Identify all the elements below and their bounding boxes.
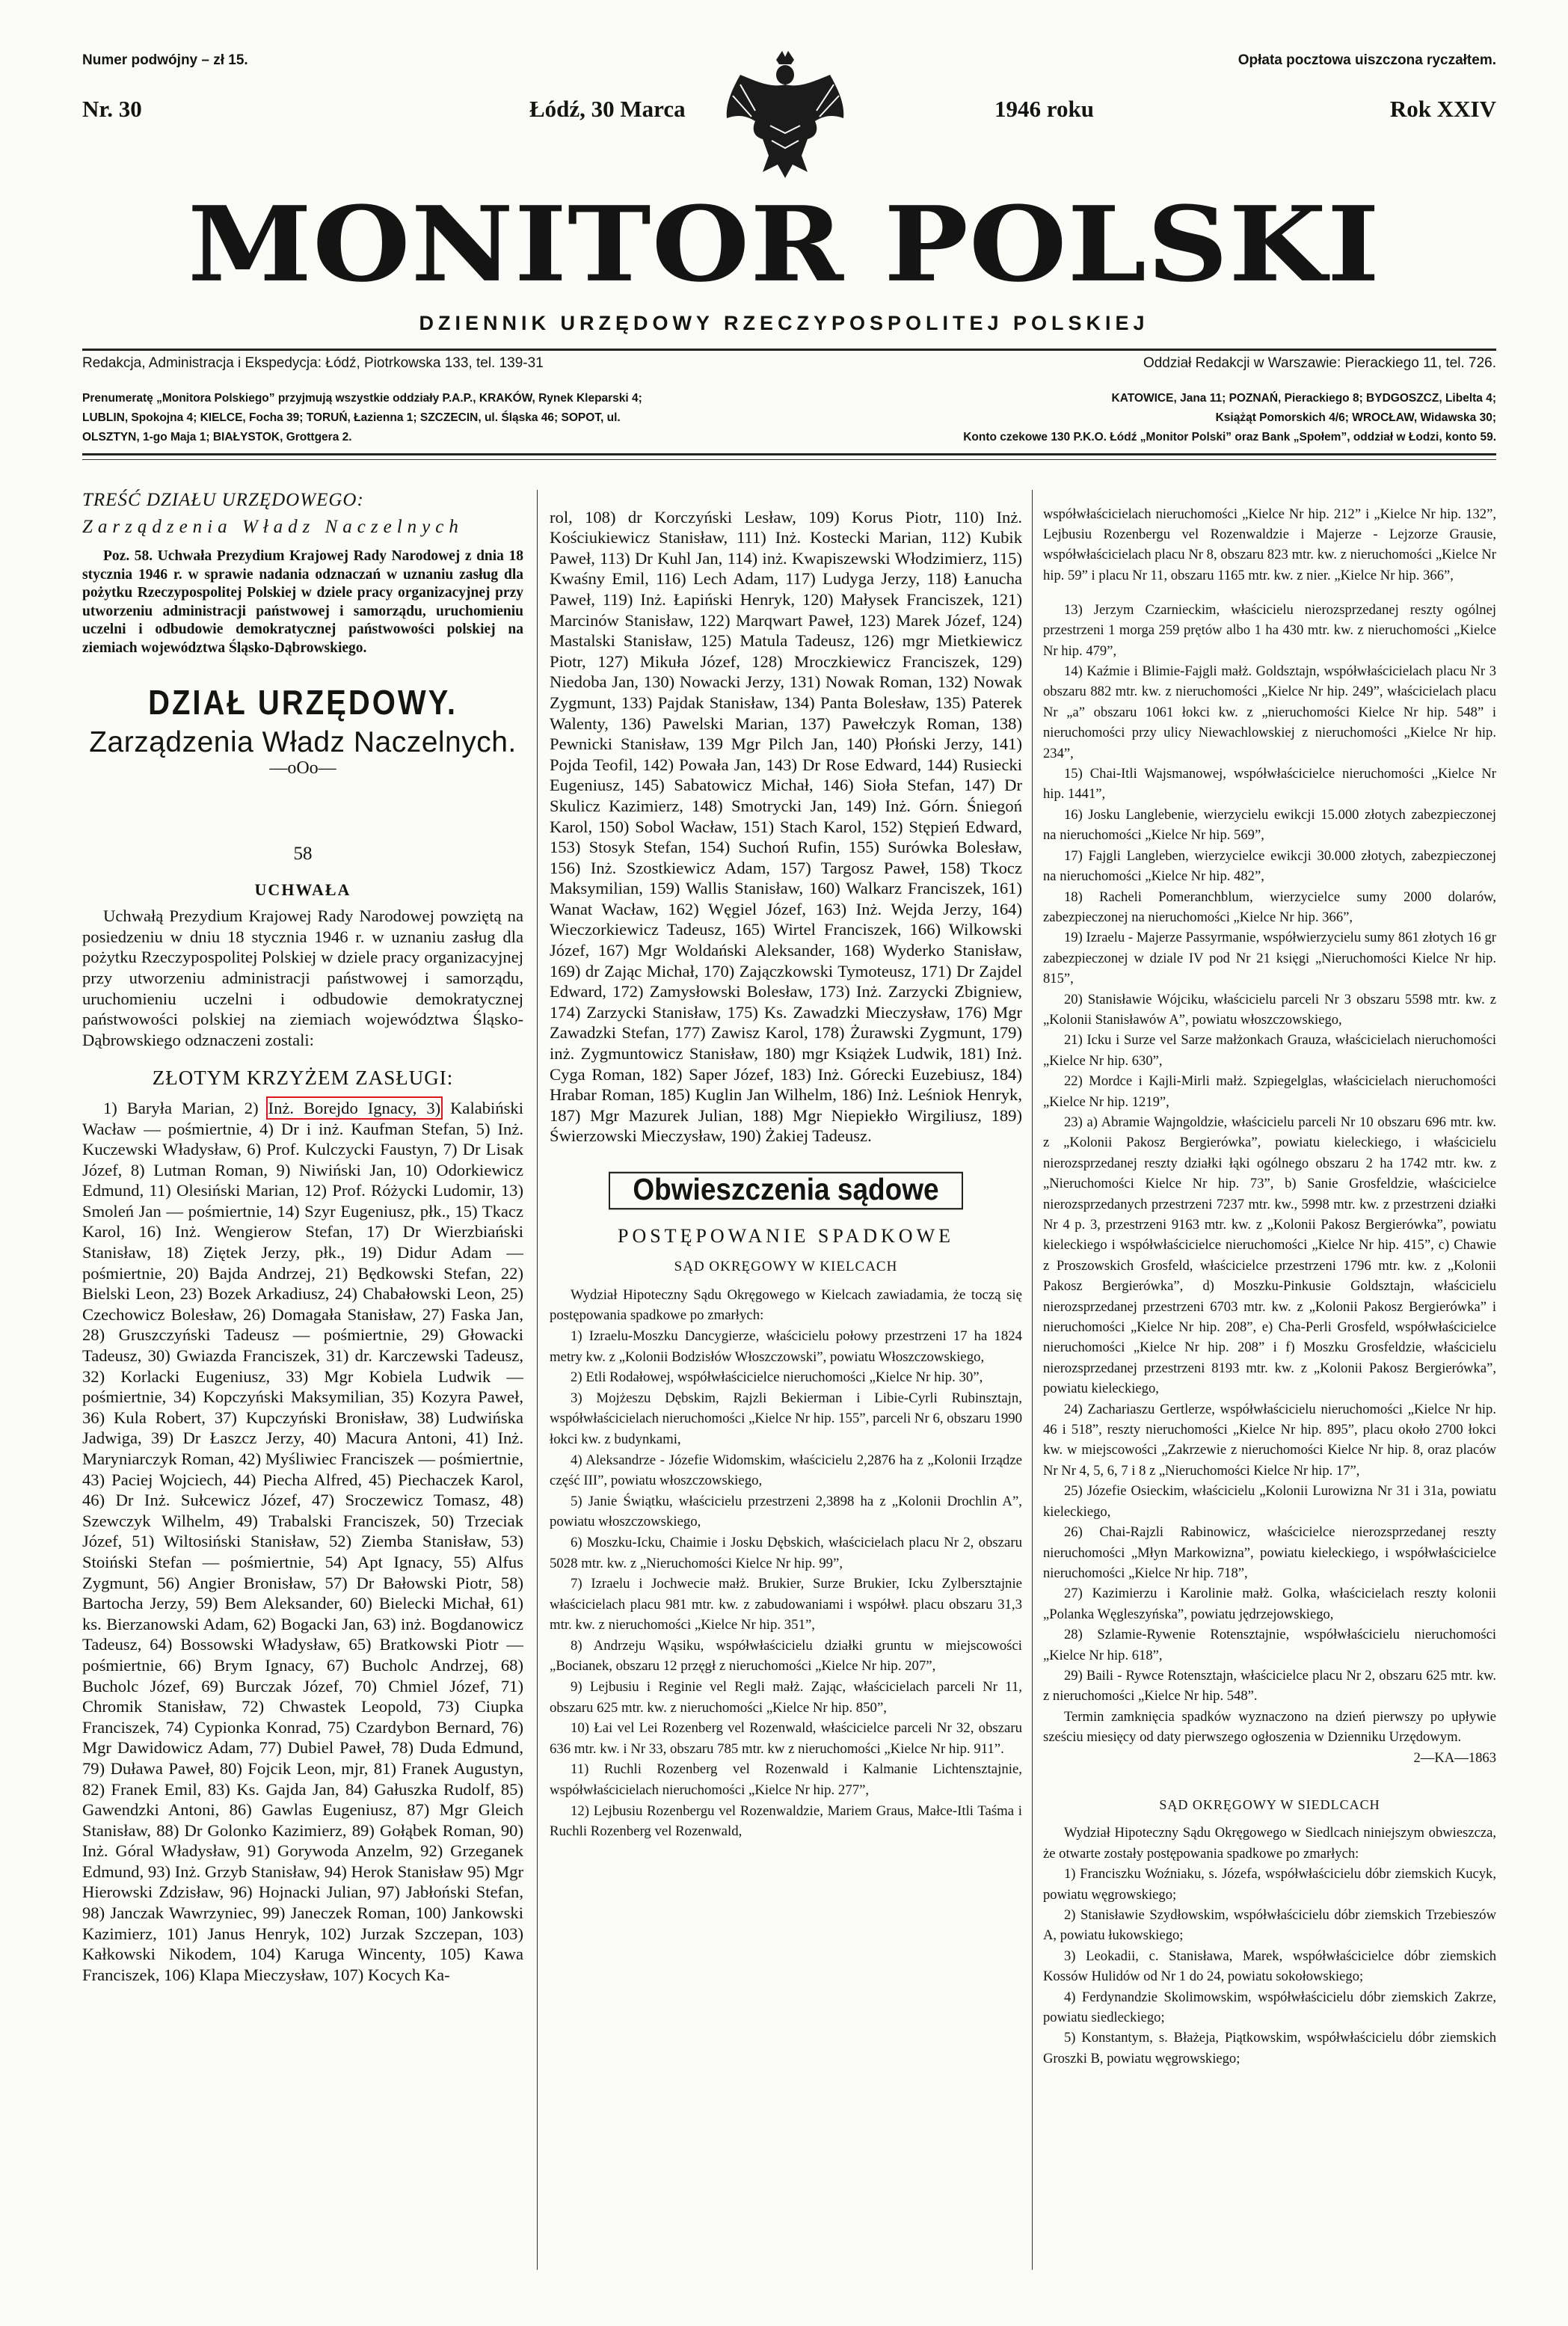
notice-item: 1) Izraelu-Moszku Dancygierze, właścicielu połowy przestrzeni 17 ha 1824 metry kw. z „Kolonii Bodzisłów Włoszczowski”, powiatu Włoszczowskiego, — [550, 1328, 1022, 1365]
position-number: 58 — [293, 843, 313, 864]
column-middle — [550, 490, 1022, 1842]
toc-subheading: Zarządzenia Władz Naczelnych — [82, 516, 464, 537]
notice-item: 2) Stanisławie Szydłowskim, współwłaścicielu dóbr ziemskich Trzebieszów A, powiatu łukowskiego; — [1043, 1907, 1496, 1944]
notice-item: 25) Józefie Osieckim, właścicielu „Kolonii Lurowizna Nr 31 i 31a, powiatu kieleckiego, — [1043, 1483, 1496, 1520]
newspaper-title: MONITOR POLSKI — [188, 184, 1380, 305]
court-notices-title: Obwieszczenia sądowe — [609, 1172, 963, 1209]
notice-item: 24) Zachariaszu Gertlerze, współwłaścicielu nieruchomości „Kielce Nr hip. 46 i 518”, reszty nieruchomości „Kielce Nr hip. 895”, placu około 2700 łokci kw. w miejscowości „Zakrzewie z nieruchomości Kielce Nr hip. 8, oraz placów Nr Nr 4, 5, 6, 7 i 8 z „Nieruchomości Kielce Nr hip. 17”, — [1043, 1401, 1496, 1479]
inheritance-heading: POSTĘPOWANIE SPADKOWE — [617, 1224, 954, 1247]
notice-item: 19) Izraelu - Majerze Passyrmanie, współwierzycielu sumy 861 złotych 16 gr zabezpieczonej w dziale IV pod Nr 21 księgi „Nieruchomości Kielce Nr hip. 815”, — [1043, 930, 1496, 987]
column-right — [1043, 490, 1496, 2069]
notice-item: 23) a) Abramie Wajngoldzie, właścicielu parceli Nr 10 obszaru 696 mtr. kw. z „Kolonii Pakosz Bergierówka”, powiatu kieleckiego, i właścicielu nierozsprzedanej reszty działki łąki ogólnego obszaru 2 ha 1742 mtr. kw. z „Nieruchomości Kielce Nr hip. 73”, b) Sanie Grosfeldzie, właścicielce nierozsprzedanych przestrzeni 7237 mtr. kw., 5998 mtr. kw. z przestrzeni działki Nr 4 p. 3, przestrzeni 9163 mtr. kw. z „Kolonii Pakosz Bergierówka”, powiatu kieleckiego i współwłaścicielce nieruchomości „Kielce Nr hip. 415”, c) Chawie z Proszowskich Grosfeld, właścicielce przestrzeni 1796 mtr. kw. z „Kolonii Pakosz Bergierówka”, d) Moszku-Pinkusie Goldsztajn, właścicielu nierozsprzedanej przestrzeni 6703 mtr. kw. z „Kolonii Pakosz Bergierówka” i nieruchomości „Kielce Nr hip. 208”, e) Cha-Perli Grosfeld, współwłaścicielce nieruchomości „Kielce Nr hip. 208” i f) Moszku Grosfeldzie, właścicielu nierozsprzedanej przestrzeni 8193 mtr. kw. z „Kolonii Pakosz Bergierówka”, powiatu kieleckiego, — [1043, 1114, 1496, 1397]
issue-note: Numer podwójny – zł 15. — [82, 52, 248, 68]
notice-item: 28) Szlamie-Rywenie Rotensztajnie, współwłaścicielu nieruchomości „Kielce Nr hip. 618”, — [1043, 1627, 1496, 1663]
notice-item: 21) Icku i Surze vel Sarze małżonkach Grauza, właścicielach nieruchomości „Kielce Nr hip. 630”, — [1043, 1032, 1496, 1069]
cross-heading: ZŁOTYM KRZYŻEM ZASŁUGI: — [152, 1067, 454, 1090]
court-name: SĄD OKRĘGOWY W SIEDLCACH — [1159, 1796, 1380, 1812]
notice-item: 6) Moszku-Icku, Chaimie i Josku Dębskich, właścicielach placu Nr 2, obszaru 5028 mtr. kw. z „Nieruchomości Kielce Nr hip. 99”, — [550, 1534, 1022, 1571]
header-rule-thin — [82, 459, 1496, 460]
subscription-row: Prenumeratę „Monitora Polskiego” przyjmują wszystkie oddziały P.A.P., KRAKÓW, Rynek Kleparski 4; KATOWICE, Jana 11; POZNAŃ, Pierackiego 8; BYDGOSZCZ, Libelta 4; — [82, 392, 1496, 405]
masthead-rule — [82, 349, 1496, 351]
notice-item: 9) Lejbusiu i Reginie vel Regli małż. Zając, właścicielach parceli Nr 11, obszaru 625 mtr. kw. z nieruchomości „Kielce Nr hip. 850”, — [550, 1679, 1022, 1716]
awardee-list — [82, 1098, 523, 1986]
awardee-list-continued: rol, 108) dr Korczyński Lesław, 109) Korus Piotr, 110) Inż. Kościukiewicz Stanisław, 111) Inż. Kostecki Marian, 112) Kubik Paweł, 113) Dr Kuhl Jan, 114) inż. Kwapiszewski Włodzimierz, 115) Kwaśny Emil, 116) Lech Adam, 117) Ludyga Jerzy, 118) Łanucha Paweł, 119) Inż. Łapiński Henryk, 120) Małysek Franciszek, 121) Marcinów Stanisław, 122) Marqwart Paweł, 123) Marek Józef, 124) Mastalski Stanisław, 125) Matula Tadeusz, 126) mgr Mietkiewicz Piotr, 127) Mikuła Józef, 128) Mroczkiewicz Franciszek, 129) Niedoba Jan, 130) Nowacki Jerzy, 131) Nowak Roman, 132) Nowak Zygmunt, 133) Pajdak Stanisław, 134) Panta Bolesław, 135) Paterek Walenty, 136) Pawelski Marian, 137) Pawełczyk Roman, 138) Pewnicki Stanisław, 139 Mgr Pilch Jan, 140) Płoński Jerzy, 141) Pojda Teofil, 142) Powała Jan, 143) Dr Rose Edward, 144) Rusiecki Eugeniusz, 145) Sabatowicz Michał, 146) Sioła Stefan, 147) Dr Skulicz Kazimierz, 148) Smotrycki Jan, 149) Inż. Górn. Śniegoń Karol, 150) Sobol Wacław, 151) Stach Karol, 152) Stępień Edward, 153) Stosyk Stefan, 154) Suchoń Rufin, 155) Surówka Bolesław, 156) Inż. Szostkiewicz Adam, 157) Targosz Paweł, 158) Tkocz Maksymilian, 159) Wallis Stanisław, 160) Walkarz Franciszek, 161) Wanat Wacław, 162) Węgiel Józef, 163) Inż. Wejda Jerzy, 164) Wieczorkiewicz Tadeusz, 165) Wirtel Franciszek, 166) Wilkowski Józef, 167) Mgr Woldański Aleksander, 168) Wyderko Stanisław, 169) dr Zając Michał, 170) Zajączkowski Tymoteusz, 171) Dr Zajdel Edward, 172) Zamysłowski Bolesław, 173) Inż. Zarzycki Zbigniew, 174) Zarzycki Stanisław, 175) Ks. Zawadzki Mieczysław, 176) Mgr Zawadzki Stefan, 177) Zawisz Karol, 178) Żurawski Zygmunt, 179) inż. Zygmuntowicz Stanisław, 180) mgr Książek Ludwik, 181) Inż. Cyga Roman, 182) Saper Józef, 183) Inż. Górecki Euzebiusz, 184) Hrabar Roman, 185) Kuglin Jan Wilhelm, 186) Inż. Leśniok Henryk, 187) Mgr Mazurek Julian, 188) Mgr Niepiekło Wirgiliusz, 189) Świerzowski Mieczysław, 190) Żakiej Tadeusz. — [550, 507, 1022, 1146]
section-title: DZIAŁ URZĘDOWY. — [148, 684, 458, 722]
notice-item: 22) Mordce i Kajli-Mirli małż. Szpiegelglas, właścicielach nieruchomości „Kielce Nr hip. 1219”, — [1043, 1073, 1496, 1110]
notice-item: 15) Chai-Itli Wajsmanowej, współwłaścicielce nieruchomości „Kielce Nr hip. 1441”, — [1043, 766, 1496, 803]
subscription-row: LUBLIN, Spokojna 4; KIELCE, Focha 39; TORUŃ, Łazienna 1; SZCZECIN, ul. Śląska 46; SOPOT, ul. Książąt Pomorskich 4/6; WROCŁAW, Widawska 30; — [82, 411, 1496, 424]
notice-item: 26) Chai-Rajzli Rabinowicz, właścicielce nierozsprzedanej reszty nieruchomości „Młyn Markowizna”, powiatu kieleckiego, i współwłaścicielce nieruchomości „Kielce Nr hip. 718”, — [1043, 1524, 1496, 1581]
notice-item: 2) Etli Rodałowej, współwłaścicielce nieruchomości „Kielce Nr hip. 30”, — [571, 1369, 983, 1386]
subscription-info — [82, 389, 1496, 447]
column-divider — [537, 490, 538, 2270]
notice-item: 16) Josku Langlebenie, wierzycielu ewikcji 15.000 złotych zabezpieczonej na nieruchomości „Kielce Nr hip. 569”, — [1043, 806, 1496, 844]
notice-item: 14) Kaźmie i Blimie-Fajgli małż. Goldsztajn, współwłaścicielach placu Nr 3 obszaru 882 mtr. kw. z nieruchomości „Kielce Nr hip. 249”, właścicielach placu Nr „a” obszaru 1061 łokci kw. z „nieruchomości Kielce Nr hip. 548” i nieruchomości przy ulicy Niewachlowskiej z nieruchomości „Kielce Nr hip. 234”, — [1043, 663, 1496, 761]
notice-item: 11) Ruchli Rozenberg vel Rozenwald i Kalmanie Lichtensztajnie, współwłaścicielach nieruchomości „Kielce Nr hip. 277”, — [550, 1761, 1022, 1799]
column-divider — [1032, 490, 1033, 2270]
subscription-row: OLSZTYN, 1-go Maja 1; BIAŁYSTOK, Grottgera 2. Konto czekowe 130 P.K.O. Łódź „Monitor Polski” oraz Bank „Społem”, oddział w Łodzi, konto 59. — [82, 431, 1496, 444]
header-rule — [82, 453, 1496, 455]
notice-item: 3) Mojżeszu Dębskim, Rajzli Bekierman i Libie-Cyrli Rubinsztajn, współwłaścicielach nieruchomości „Kielce Nr hip. 155”, parceli Nr 6, obszaru 1990 łokci kw. z budynkami, — [550, 1390, 1022, 1447]
column-left — [82, 490, 523, 1985]
notice-item: 27) Kazimierzu i Karolinie małż. Golka, właścicielach reszty kolonii „Polanka Węgleszyńska”, powiatu jędrzejowskiego, — [1043, 1586, 1496, 1622]
eagle-emblem-icon — [710, 43, 860, 193]
resolution-text: Uchwałą Prezydium Krajowej Rady Narodowej powziętą na posiedzeniu w dniu 18 stycznia 1946 r. w uznaniu zasług dla pożytku Rzeczypospolitej Polskiej w dziele pracy organizacyjnej przy utworzeniu administracji państwowej i samorządu, uruchomieniu uczelni i odbudowie demokratycznej państwowości polskiej na ziemiach województwa Śląsko-Dąbrowskiego odznaczeni zostali: — [82, 906, 523, 1049]
volume: Rok XXIV — [1389, 96, 1496, 122]
editorial-right: Oddział Redakcji w Warszawie: Pierackiego 11, tel. 726. — [1143, 355, 1496, 371]
place-date: Łódź, 30 Marca — [529, 96, 686, 122]
toc-entry: Poz. 58. Uchwała Prezydium Krajowej Rady Narodowej z dnia 18 stycznia 1946 r. w sprawie nadania odznaczań w uznaniu zasług dla pożytku Rzeczypospolitej Polskiej w dziele pracy organizacyjnej przy utworzeniu administracji państwowej i samorządu, uruchomieniu uczelni i odbudowie demokratycznej państwowości polskiej na ziemiach województwa Śląsko-Dąbrowskiego. — [82, 548, 523, 656]
notice-item: 13) Jerzym Czarnieckim, właścicielu nierozsprzedanej reszty ogólnej przestrzeni 1 morga 259 prętów albo 1 ha 430 mtr. kw. z nieruchomości „Kielce Nr hip. 479”, — [1043, 601, 1496, 659]
court-intro: Wydział Hipoteczny Sądu Okręgowego w Kielcach zawiadamia, że toczą się postępowania spadkowe po zmarłych: — [550, 1286, 1022, 1324]
notice-item: 1) Franciszku Woźniaku, s. Józefa, współwłaścicielu dóbr ziemskich Kucyk, powiatu węgrowskiego; — [1043, 1866, 1496, 1903]
newspaper-subtitle: DZIENNIK URZĘDOWY RZECZYPOSPOLITEJ POLSKIEJ — [419, 312, 1149, 334]
notice-item: współwłaścicielach nieruchomości „Kielce Nr hip. 212” i „Kielce Nr hip. 132”, Lejbusiu Rozenbergu vel Rozenwaldzie i Majerze - Lejzorze Grausie, współwłaścicielach placu Nr 8, obszaru 823 mtr. kw. z nieruchomości „Kielce Nr hip. 59” i placu Nr 11, obszaru 1165 mtr. kw. z nier. „Kielce Nr hip. 366”, — [1043, 506, 1496, 583]
postage-note: Opłata pocztowa uiszczona ryczałtem. — [1238, 52, 1496, 68]
issue-number: Nr. 30 — [82, 96, 142, 122]
notice-item: 18) Racheli Pomeranchblum, wierzycielce sumy 2000 dolarów, zabezpieczonej na nieruchomości „Kielce Nr hip. 366”, — [1043, 889, 1496, 925]
resolution-heading: UCHWAŁA — [254, 880, 351, 899]
notice-item: 5) Konstantym, s. Błażeja, Piątkowskim, współwłaścicielu dóbr ziemskich Groszki B, powiatu węgrowskiego; — [1043, 2030, 1496, 2066]
highlighted-name: Inż. Borejdo Ignacy, 3) — [268, 1098, 441, 1117]
awardee-list-rest: Kalabiński Wacław — pośmiertnie, 4) Dr i inż. Kaufman Stefan, 5) Inż. Kuczewski Władysław, 6) Prof. Kulczycki Faustyn, 7) Dr Lisak Józef, 8) Lutman Roman, 9) Niwiński Jan, 10) Odorkiewicz Edmund, 11) Olesiński Marian, 12) Prof. Różycki Ludomir, 13) Smoleń Jan — pośmiertnie, 14) Szyr Eugeniusz, płk., 15) Tkacz Karol, 16) Inż. Wengierow Stefan, 17) Dr Wierzbiański Stanisław, 18) Ziętek Jerzy, płk., 19) Didur Adam — pośmiertnie, 20) Bajda Andrzej, 21) Będkowski Stefan, 22) Bielski Leon, 23) Bozek Arkadiusz, 24) Chabałowski Leon, 25) Czechowicz Bolesław, 26) Domagała Stanisław, 27) Faska Jan, 28) Gruszczyński Tadeusz — pośmiertnie, 29) Głowacki Tadeusz, 30) Gwiazda Franciszek, 31) dr. Karczewski Tadeusz, 32) Korlacki Eugeniusz, 33) Mgr Kobiela Ludwik — pośmiertnie, 34) Kopczyński Maksymilian, 35) Kozyra Paweł, 36) Kula Robert, 37) Kupczyński Bronisław, 38) Ludwińska Jadwiga, 39) Dr Łaszcz Jerzy, 40) Macura Antoni, 41) Inż. Maryniarczyk Roman, 42) Myśliwiec Franciszek — pośmiertnie, 43) Paciej Wojciech, 44) Piecha Alfred, 45) Piechaczek Karol, 46) Dr Inż. Sułcewicz Józef, 47) Sroczewicz Tomasz, 48) Szewczyk Wilhelm, 49) Trabalski Franciszek, 50) Trzeciak Józef, 51) Wiltosiński Stanisław, 52) Ziemba Stanisław, 53) Stoiński Stefan — pośmiertnie, 54) Apt Ignacy, 55) Alfus Zygmunt, 56) Angier Bronisław, 57) Dr Bałowski Piotr, 58) Bartocha Jerzy, 59) Bem Aleksander, 60) Bielecki Michał, 61) ks. Bierzanowski Adam, 62) Bogacki Jan, 63) inż. Bogdanowicz Tadeusz, 64) Bossowski Władysław, 65) Bratkowski Piotr — pośmiertnie, 66) Brym Ignacy, 67) Bucholc Andrzej, 68) Bucholc Józef, 69) Burczak Józef, 70) Chmiel Józef, 71) Chromik Stanisław, 72) Chwastek Leopold, 73) Ciupka Franciszek, 74) Cypionka Konrad, 75) Czardybon Bernard, 76) Mgr Dawidowicz Adam, 77) Dubiel Paweł, 78) Duda Edmund, 79) Duława Paweł, 80) Fojcik Leon, mjr, 81) Franek Augustyn, 82) Franek Emil, 83) Ks. Gajda Jan, 84) Gałuszka Rudolf, 85) Gawendzki Antoni, 86) Gawlas Eugeniusz, 87) Mgr Gleich Stanisław, 88) Dr Golonko Kazimierz, 89) Gołąbek Roman, 90) Inż. Góral Władysław, 91) Gorywoda Anzelm, 92) Grzeganek Edmund, 93) Inż. Grzyb Stanisław, 94) Herok Stanisław 95) Mgr Hierowski Zdzisław, 96) Hojnacki Julian, 97) Jabłoński Stefan, 98) Janczak Wawrzyniec, 99) Janeczek Roman, 100) Jankowski Kazimierz, 101) Janus Henryk, 102) Jurzak Szczepan, 103) Kałkowski Nikodem, 104) Karuga Wincenty, 105) Kawa Franciszek, 106) Klapa Mieczysław, 107) Kocych Ka- — [82, 1098, 523, 1984]
notice-item: 12) Lejbusiu Rozenbergu vel Rozenwaldzie, Mariem Graus, Małce-Itli Taśma i Ruchli Rozenberg vel Rozenwald, — [550, 1802, 1022, 1840]
notice-signature: 2—KA—1863 — [1413, 1749, 1496, 1766]
notice-item: 7) Izraelu i Jochwecie małż. Brukier, Surze Brukier, Icku Zylbersztajnie właścicielach placu 981 mtr. kw. z zabudowaniami i współwł. placu obszaru 31,3 mtr. kw. z nieruchomości „Kielce Nr hip. 351”, — [550, 1576, 1022, 1633]
year: 1946 roku — [994, 96, 1094, 122]
court-name: SĄD OKRĘGOWY W KIELCACH — [674, 1259, 898, 1275]
notice-item: 20) Stanisławie Wójciku, właścicielu parceli Nr 3 obszaru 5598 mtr. kw. z „Kolonii Stanisławów A”, powiatu włoszczowskiego, — [1043, 991, 1496, 1028]
notice-item: 17) Fajgli Langleben, wierzycielce ewikcji 30.000 złotych, zabezpieczonej na nieruchomości „Kielce Nr hip. 482”, — [1043, 847, 1496, 885]
notice-item: 3) Leokadii, c. Stanisława, Marek, współwłaścicielce dóbr ziemskich Kossów Hulidów od Nr 1 do 24, powiatu sokołowskiego; — [1043, 1948, 1496, 1985]
toc-heading: TREŚĆ DZIAŁU URZĘDOWEGO: — [82, 490, 364, 510]
closing-note: Termin zamknięcia spadków wyznaczono na dzień pierwszy po upływie sześciu miesięcy od daty pierwszego ogłoszenia w Dzienniku Urzędowym. — [1043, 1708, 1496, 1746]
ornament: —oOo— — [269, 758, 336, 779]
editorial-left: Redakcja, Administracja i Ekspedycja: Łódź, Piotrkowska 133, tel. 139-31 — [82, 355, 544, 371]
notice-item: 5) Janie Świątku, właścicielu przestrzeni 2,3898 ha z „Kolonii Drochlin A”, powiatu włoszczowskiego, — [550, 1493, 1022, 1530]
notice-item: 4) Ferdynandzie Skolimowskim, współwłaścicielu dóbr ziemskich Zakrze, powiatu siedleckiego; — [1043, 1989, 1496, 2026]
awardee-list-start: 1) Baryła Marian, 2) — [103, 1098, 259, 1117]
notice-item: 10) Łai vel Lei Rozenberg vel Rozenwald, właścicielce parceli Nr 32, obszaru 636 mtr. kw. i Nr 33, obszaru 785 mtr. kw z nieruchomości „Kielce Nr hip. 911”. — [550, 1720, 1022, 1757]
notice-item: 4) Aleksandrze - Józefie Widomskim, właścicielu 2,2876 ha z „Kolonii Irządze część III”, powiatu włoszczowskiego, — [550, 1452, 1022, 1489]
notice-item: 8) Andrzeju Wąsiku, współwłaścicielu działki gruntu w miejscowości „Bocianek, obszaru 12 przęgł z nieruchomości „Kielce Nr hip. 207”, — [550, 1637, 1022, 1675]
court-intro: Wydział Hipoteczny Sądu Okręgowego w Siedlcach niniejszym obwieszcza, że otwarte zostały postępowania spadkowe po zmarłych: — [1043, 1825, 1496, 1862]
section-subtitle: Zarządzenia Władz Naczelnych. — [89, 725, 517, 758]
notice-item: 29) Baili - Rywce Rotensztajn, właścicielce placu Nr 2, obszaru 625 mtr. kw. z nieruchomości „Kielce Nr hip. 548”. — [1043, 1667, 1496, 1704]
